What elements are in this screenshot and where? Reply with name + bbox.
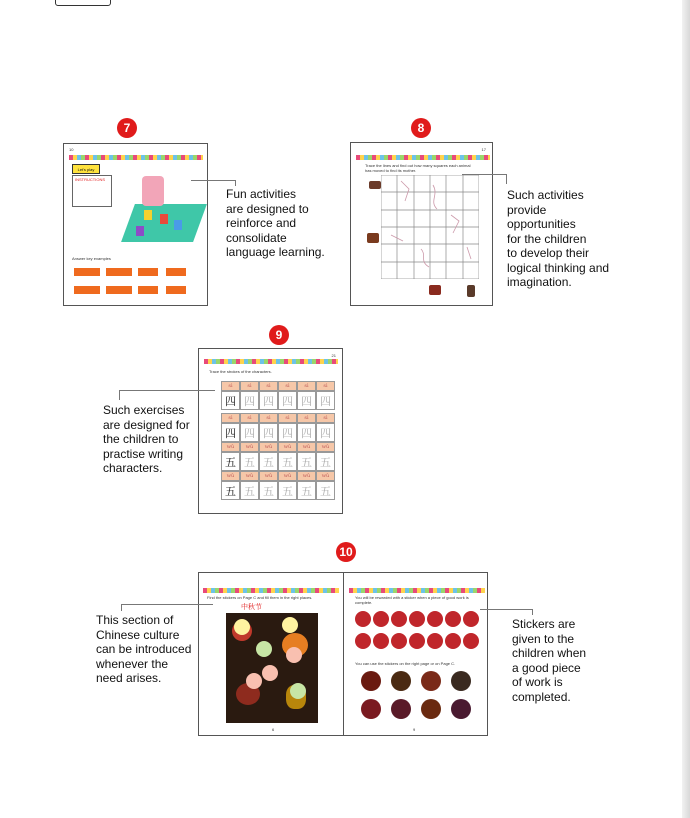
photo-sticker [391,671,411,691]
model-character: 五 [221,481,240,500]
reward-sticker [445,633,461,649]
section-8-callout [507,188,609,290]
pinyin-cell: sì [316,413,335,423]
reward-sticker [391,611,407,627]
character-row [221,452,335,471]
section-8-badge [411,118,431,138]
pinyin-cell: wǔ [240,442,259,452]
pinyin-row [221,381,335,391]
callout-line: Such activities [507,188,584,202]
spread-gutter [343,573,344,736]
reward-sticker [445,611,461,627]
sticker-placeholder [286,647,302,663]
photo-sticker [391,699,411,719]
pinyin-cell: wǔ [316,442,335,452]
trace-character: 五 [316,481,335,500]
trace-character: 五 [278,452,297,471]
character-row [221,423,335,442]
animal-icon [467,285,475,297]
answer-button [106,286,132,294]
reward-sticker [409,611,425,627]
callout-line: a good piece [512,660,581,675]
sticker-placeholder [246,673,262,689]
trace-character: 四 [278,423,297,442]
callout-line: This section of [96,613,174,627]
section-8-leader-line [506,174,507,184]
page-7-answer-label: Answer key examples [72,256,111,261]
answer-button [106,268,132,276]
page-edge [682,0,690,818]
pinyin-cell: sì [278,381,297,391]
callout-line: whenever the [96,656,169,671]
page-9-thumbnail [198,348,343,514]
section-9-leader-line [119,390,120,400]
top-tab-stub [55,0,111,6]
left-page-number: 6 [272,727,275,732]
callout-line: Chinese culture [96,627,180,642]
trace-character: 四 [316,391,335,410]
game-piece [136,226,144,236]
right-page-number: 9 [413,727,416,732]
pinyin-row [221,442,335,452]
animal-icon [429,285,441,295]
pinyin-cell: sì [278,413,297,423]
photo-sticker-grid [361,671,481,727]
answer-button [74,268,100,276]
character-row [221,391,335,410]
right-page-instruction: You will be rewarded with a sticker when a piece of good work is complete. [355,595,469,605]
section-10-right-callout [512,617,586,704]
reward-sticker [427,633,443,649]
answer-button [166,286,186,294]
right-page-note: You can use the stickers on the right page or on Page C. [355,661,456,666]
callout-line: Stickers are [512,617,576,631]
callout-line: Fun activities [226,187,297,201]
section-7-leader-line [235,180,236,186]
photo-sticker [451,699,471,719]
trace-character: 五 [240,481,259,500]
reward-sticker [463,633,479,649]
section-8-leader-line [462,174,506,175]
page-8-number: 17 [481,147,486,152]
section-9-badge [269,325,289,345]
page-8-thumbnail [350,142,493,306]
child-figure [142,176,164,206]
trace-character: 四 [297,391,316,410]
pinyin-cell: sì [297,381,316,391]
pinyin-cell: wǔ [278,471,297,481]
callout-line: given to the [512,631,575,646]
pinyin-cell: sì [221,413,240,423]
callout-line: to develop their [507,246,590,260]
pinyin-cell: sì [259,413,278,423]
page-7-instructions-title: INSTRUCTIONS [75,177,105,182]
trace-character: 四 [240,391,259,410]
trace-character: 五 [316,452,335,471]
pinyin-cell: sì [259,381,278,391]
reward-sticker [373,633,389,649]
page-8-border-strip [356,155,490,160]
trace-character: 五 [297,481,316,500]
trace-character: 四 [316,423,335,442]
sticker-placeholder [262,665,278,681]
trace-character: 五 [240,452,259,471]
photo-sticker [361,671,381,691]
sticker-placeholder [282,617,298,633]
pinyin-cell: sì [297,413,316,423]
pinyin-cell: wǔ [221,442,240,452]
pinyin-cell: wǔ [240,471,259,481]
pinyin-cell: wǔ [297,471,316,481]
reward-sticker [391,633,407,649]
page-7-button-grid [72,264,202,298]
callout-line: logical thinking and [507,260,610,275]
reward-sticker [355,611,371,627]
pinyin-cell: sì [221,381,240,391]
model-character: 四 [221,391,240,410]
answer-button [138,268,158,276]
writing-practice-grid [221,381,335,500]
section-10-badge [336,542,356,562]
section-10-right-leader-line [532,609,533,615]
callout-line: the children to [103,432,179,446]
page-8-maze-grid [381,175,479,279]
reward-sticker [427,611,443,627]
pinyin-cell: wǔ [278,442,297,452]
trace-character: 五 [297,452,316,471]
photo-sticker [451,671,471,691]
answer-button [138,286,158,294]
photo-sticker [421,699,441,719]
section-10-left-leader-line [121,604,122,611]
callout-line: need arises. [96,671,162,685]
section-10-number: 10 [339,545,353,559]
pinyin-cell: sì [240,413,259,423]
trace-character: 四 [297,423,316,442]
callout-line: can be introduced [96,642,192,656]
section-10-right-leader-line [480,609,532,610]
page-7-thumbnail [63,143,208,306]
photo-sticker [361,699,381,719]
answer-button [74,286,100,294]
reward-sticker-rows [355,611,483,651]
callout-line: children when [512,646,587,660]
section-7-number: 7 [123,121,131,135]
callout-line: practise writing [103,446,184,461]
callout-line: characters. [103,461,163,475]
section-9-number: 9 [275,328,283,342]
page-9-number: 21 [331,353,336,358]
reward-sticker [373,611,389,627]
callout-line: opportunities [507,217,576,231]
callout-line: for the children [507,231,587,246]
game-piece [174,220,182,230]
pinyin-cell: wǔ [221,471,240,481]
character-row [221,481,335,500]
sticker-placeholder [234,619,250,635]
section-9-callout [103,403,190,476]
pinyin-row [221,413,335,423]
left-page-border-strip [203,588,339,593]
reward-sticker [355,633,371,649]
right-page-border-strip [349,588,485,593]
callout-line: are designed to [226,201,309,216]
game-piece [144,210,152,220]
page-9-border-strip [204,359,338,364]
page-7-instructions-box [72,175,112,207]
callout-line: consolidate [226,230,287,245]
pinyin-cell: wǔ [316,471,335,481]
callout-line: language learning. [226,245,325,259]
section-8-number: 8 [417,121,425,135]
pinyin-cell: wǔ [259,471,278,481]
trace-character: 五 [278,481,297,500]
reward-sticker [409,633,425,649]
trace-character: 四 [259,423,278,442]
animal-icon [367,233,379,243]
model-character: 五 [221,452,240,471]
section-10-left-leader-line [121,604,213,605]
section-7-badge [117,118,137,138]
animal-icon [369,181,381,189]
game-piece [160,214,168,224]
trace-character: 四 [240,423,259,442]
page-8-instruction: Trace the lines and find out how many squares each animal has moved to find its mother. [365,163,471,173]
photo-sticker [421,671,441,691]
section-7-leader-line [191,180,235,181]
lantern-festival-photo [226,613,318,723]
callout-line: provide [507,202,547,217]
page-9-instruction: Trace the strokes of the characters. [209,369,272,374]
page-7-number: 10 [69,147,74,152]
pinyin-cell: sì [240,381,259,391]
section-9-leader-line [119,390,215,391]
model-character: 四 [221,423,240,442]
trace-character: 五 [259,452,278,471]
callout-line: of work is [512,675,563,689]
page-10-spread-thumbnail [198,572,488,736]
page-7-border-strip [69,155,203,160]
section-7-callout [226,187,325,260]
page-7-illustration [114,170,204,255]
pinyin-cell: wǔ [297,442,316,452]
pinyin-row [221,471,335,481]
left-page-instruction: Find the stickers on Page C and fill them in the right places. [207,595,313,600]
callout-line: reinforce and [226,216,297,230]
pinyin-cell: sì [316,381,335,391]
reward-sticker [463,611,479,627]
page-7-tag: Let's play [72,164,100,174]
left-page-caption: 中秋节 [241,604,262,611]
callout-line: imagination. [507,275,572,289]
trace-character: 五 [259,481,278,500]
trace-character: 四 [259,391,278,410]
sticker-placeholder [290,683,306,699]
section-10-left-callout [96,613,191,686]
callout-line: completed. [512,689,571,704]
trace-character: 四 [278,391,297,410]
pinyin-cell: wǔ [259,442,278,452]
sticker-placeholder [256,641,272,657]
answer-button [166,268,186,276]
callout-line: are designed for [103,417,190,432]
callout-line: Such exercises [103,403,185,417]
